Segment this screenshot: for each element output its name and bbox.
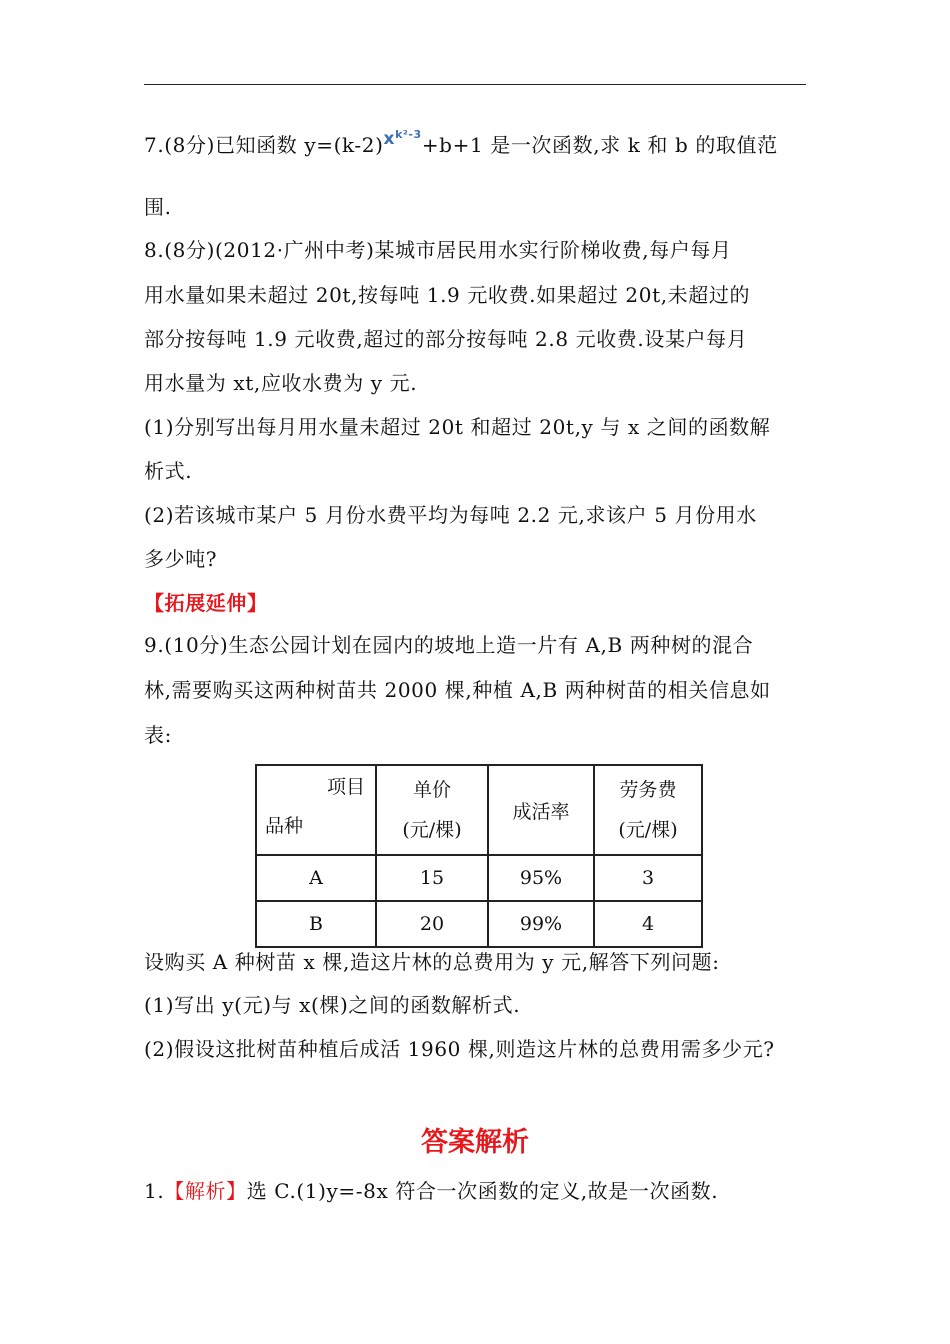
table-row: [256, 901, 702, 947]
q9-line-5: (1)写出 y(元)与 x(棵)之间的函数解析式.: [144, 993, 521, 1017]
table-corner-cell: [256, 765, 376, 855]
answer-1-tag: 【解析】: [164, 1179, 247, 1203]
answer-1-line: [144, 1176, 718, 1206]
row-a-labor: 3: [594, 855, 702, 901]
q9-line-2: 林,需要购买这两种树苗共 2000 棵,种植 A,B 两种树苗的相关信息如: [144, 678, 771, 702]
q7-text-post: +b+1 是一次函数,求 k 和 b 的取值范: [421, 133, 778, 157]
q9-line-1: 9.(10分)生态公园计划在园内的坡地上造一片有 A,B 两种树的混合: [144, 633, 754, 657]
col-header-labor-top: 劳务费: [619, 779, 677, 801]
section-extend-heading: 【拓展延伸】: [144, 591, 268, 615]
q7-exp-base: x: [383, 129, 396, 149]
corner-label-item: 项目: [326, 776, 365, 798]
q8-line-5: (1)分别写出每月用水量未超过 20t 和超过 20t,y 与 x 之间的函数解: [144, 415, 771, 439]
q9-line-6: (2)假设这批树苗种植后成活 1960 棵,则造这片林的总费用需多少元?: [144, 1037, 775, 1061]
row-a-rate: 95%: [488, 855, 594, 901]
answer-1-text: 选 C.(1)y=-8x 符合一次函数的定义,故是一次函数.: [246, 1179, 719, 1203]
corner-label-variety: 品种: [265, 815, 304, 837]
col-header-rate: 成活率: [488, 765, 594, 855]
col-header-price-bottom: (元/棵): [402, 819, 462, 841]
answer-title: 答案解析: [421, 1127, 529, 1158]
q8-line-4: 用水量为 xt,应收水费为 y 元.: [144, 371, 418, 395]
row-b-price: 20: [376, 901, 488, 947]
row-a-price: 15: [376, 855, 488, 901]
q7-line-2: 围.: [144, 195, 172, 219]
answer-1-number: 1.: [144, 1179, 165, 1203]
row-b-name: B: [256, 901, 376, 947]
table-header-row: [256, 765, 702, 855]
col-header-price: [376, 765, 488, 855]
q8-line-6: 析式.: [144, 459, 193, 483]
table-row: [256, 855, 702, 901]
q7-line-1: [144, 130, 778, 164]
q8-line-8: 多少吨?: [144, 547, 218, 571]
q9-line-3: 表:: [144, 723, 172, 747]
q8-line-7: (2)若该城市某户 5 月份水费平均为每吨 2.2 元,求该户 5 月份用水: [144, 503, 757, 527]
q8-line-1: 8.(8分)(2012·广州中考)某城市居民用水实行阶梯收费,每户每月: [144, 238, 732, 262]
col-header-labor: [594, 765, 702, 855]
row-b-rate: 99%: [488, 901, 594, 947]
q7-text-pre: 7.(8分)已知函数 y=(k-2): [144, 133, 384, 157]
q7-exponent-expression: [383, 129, 421, 149]
row-a-name: A: [256, 855, 376, 901]
tree-info-table: [255, 764, 703, 948]
q8-line-3: 部分按每吨 1.9 元收费,超过的部分按每吨 2.8 元收费.设某户每月: [144, 327, 748, 351]
q8-line-2: 用水量如果未超过 20t,按每吨 1.9 元收费.如果超过 20t,未超过的: [144, 283, 751, 307]
col-header-price-top: 单价: [412, 779, 451, 801]
row-b-labor: 4: [594, 901, 702, 947]
header-rule: [144, 84, 806, 85]
q9-line-4: 设购买 A 种树苗 x 棵,造这片林的总费用为 y 元,解答下列问题:: [144, 950, 720, 974]
q7-exp-power: k²-3: [395, 128, 422, 141]
col-header-labor-bottom: (元/棵): [618, 819, 678, 841]
